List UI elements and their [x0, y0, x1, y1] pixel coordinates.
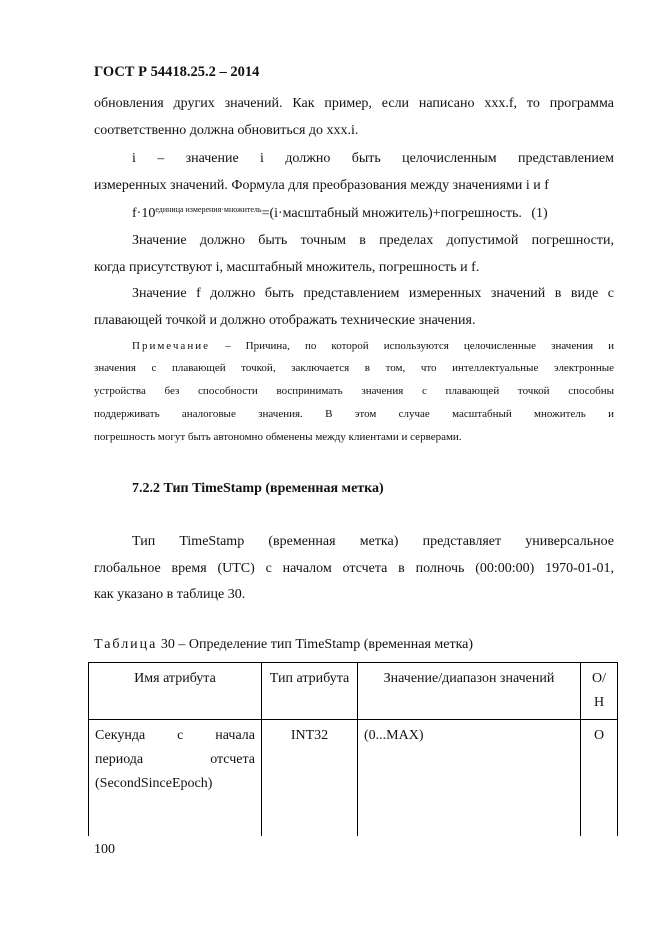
cell-attr-name: [89, 720, 262, 837]
formula-number: (1): [531, 206, 548, 221]
table-caption-text: 30 – Определение тип TimeStamp (временная метка): [160, 637, 474, 652]
para4-line2: плавающей точкой и должно отображать технические значения.: [94, 313, 476, 328]
header-attr-name: Имя атрибута: [89, 663, 262, 720]
table-caption: [94, 637, 473, 653]
formula-base: f·10: [132, 206, 156, 221]
para3-line2: когда присутствуют i, масштабный множитель, погрешность и f.: [94, 260, 480, 275]
note-line4: поддерживать аналоговые значения. В этом случае масштабный множитель и: [94, 408, 614, 420]
cell-attr-name-line3: (SecondSinceEpoch): [95, 776, 213, 791]
note-line1: [132, 340, 614, 352]
note-first-text: – Причина, по которой используются целочисленные значения и: [225, 340, 615, 352]
document-header: ГОСТ Р 54418.25.2 – 2014: [94, 64, 260, 80]
header-value-range: Значение/диапазон значений: [358, 663, 581, 720]
table-header-row: [89, 663, 618, 720]
para1-line1: обновления других значений. Как пример, если написано xxx.f, то программа: [94, 96, 614, 111]
note-line5: погрешность могут быть автономно обменены между клиентами и серверами.: [94, 431, 462, 443]
cell-attr-name-line1: Секунда с начала: [95, 728, 255, 743]
page-number: 100: [94, 842, 115, 857]
para5-line3: как указано в таблице 30.: [94, 587, 246, 602]
para5-line2: глобальное время (UTC) с началом отсчета в полночь (00:00:00) 1970-01-01,: [94, 561, 614, 576]
timestamp-table: [88, 662, 618, 836]
formula-exponent: единица измерения·множитель: [155, 205, 262, 214]
para2-line2: измеренных значений. Формула для преобразования между значениями i и f: [94, 178, 549, 193]
formula-rest: =(i·масштабный множитель)+погрешность.: [261, 206, 522, 221]
section-heading: 7.2.2 Тип TimeStamp (временная метка): [132, 481, 384, 496]
cell-on: О: [581, 720, 618, 837]
para3-line1: Значение должно быть точным в пределах допустимой погрешности,: [132, 233, 614, 248]
cell-value-range: (0...MAX): [358, 720, 581, 837]
table-caption-label: Таблица: [94, 637, 158, 652]
header-attr-type: Тип атрибута: [262, 663, 358, 720]
para5-line1: Тип TimeStamp (временная метка) представляет универсальное: [132, 534, 614, 549]
note-line3: устройства без способности воспринимать значения с плавающей точкой способны: [94, 385, 614, 397]
table-row: [89, 720, 618, 837]
cell-attr-name-line2: периода отсчета: [95, 752, 255, 767]
note-label: Примечание: [132, 340, 210, 352]
para1-line2: соответственно должна обновиться до xxx.i.: [94, 123, 359, 138]
para2-line1: i – значение i должно быть целочисленным представлением: [132, 151, 614, 166]
header-on: О/Н: [581, 663, 618, 720]
para4-line1: Значение f должно быть представлением измеренных значений в виде с: [132, 286, 614, 301]
formula: [132, 205, 548, 222]
cell-attr-type: INT32: [262, 720, 358, 837]
note-line2: значения с плавающей точкой, заключается в том, что интеллектуальные электронные: [94, 362, 614, 374]
